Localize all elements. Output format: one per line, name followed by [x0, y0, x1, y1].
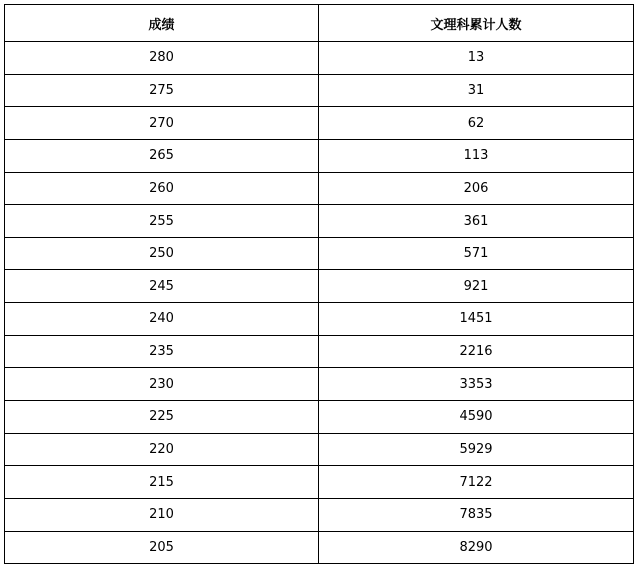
score-cell: 270 — [5, 107, 319, 140]
count-cell: 5929 — [319, 433, 634, 466]
score-cell: 275 — [5, 74, 319, 107]
header-cumulative-count: 文理科累计人数 — [319, 5, 634, 42]
table-row — [5, 172, 634, 205]
count-cell: 7122 — [319, 466, 634, 499]
count-cell: 361 — [319, 205, 634, 238]
count-cell: 7835 — [319, 498, 634, 531]
header-row — [5, 5, 634, 42]
table-row — [5, 368, 634, 401]
table-row — [5, 401, 634, 434]
count-cell: 921 — [319, 270, 634, 303]
score-cell: 225 — [5, 401, 319, 434]
table-row — [5, 205, 634, 238]
count-cell: 8290 — [319, 531, 634, 564]
score-cell: 265 — [5, 139, 319, 172]
score-cell: 250 — [5, 237, 319, 270]
table-row — [5, 303, 634, 336]
score-cell: 230 — [5, 368, 319, 401]
table-header — [5, 5, 634, 42]
count-cell: 4590 — [319, 401, 634, 434]
score-cell: 255 — [5, 205, 319, 238]
table-row — [5, 270, 634, 303]
score-cell: 260 — [5, 172, 319, 205]
score-cell: 235 — [5, 335, 319, 368]
count-cell: 13 — [319, 42, 634, 75]
score-cell: 210 — [5, 498, 319, 531]
table-row — [5, 139, 634, 172]
table-row — [5, 335, 634, 368]
table-row — [5, 466, 634, 499]
score-cell: 205 — [5, 531, 319, 564]
table-body — [5, 42, 634, 564]
score-cumulative-table — [4, 4, 634, 564]
table-row — [5, 498, 634, 531]
count-cell: 113 — [319, 139, 634, 172]
table-row — [5, 74, 634, 107]
score-cell: 240 — [5, 303, 319, 336]
table-row — [5, 531, 634, 564]
count-cell: 62 — [319, 107, 634, 140]
table-row — [5, 433, 634, 466]
score-cell: 280 — [5, 42, 319, 75]
table-row — [5, 107, 634, 140]
count-cell: 2216 — [319, 335, 634, 368]
count-cell: 31 — [319, 74, 634, 107]
score-table-container — [4, 4, 633, 564]
count-cell: 1451 — [319, 303, 634, 336]
score-cell: 220 — [5, 433, 319, 466]
table-row — [5, 237, 634, 270]
score-cell: 245 — [5, 270, 319, 303]
count-cell: 206 — [319, 172, 634, 205]
count-cell: 3353 — [319, 368, 634, 401]
score-cell: 215 — [5, 466, 319, 499]
header-score: 成绩 — [5, 5, 319, 42]
count-cell: 571 — [319, 237, 634, 270]
table-row — [5, 42, 634, 75]
